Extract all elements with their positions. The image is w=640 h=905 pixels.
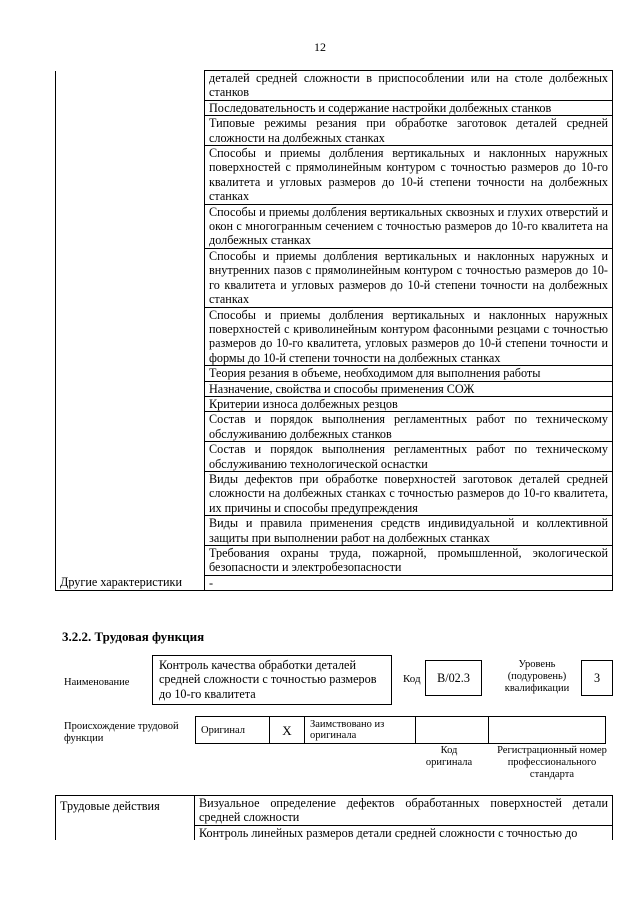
other-characteristics-value: - (205, 575, 613, 590)
table-row (56, 796, 613, 826)
function-name-value: Контроль качества обработки деталей средней сложности с точностью размеров до 10-го квалитета (152, 655, 392, 705)
code-label: Код (403, 673, 421, 685)
knowledge-item: Виды и правила применения средств индивидуальной и коллективной защиты при выполнении работ на долбежных станках (205, 516, 613, 546)
original-code-cell (416, 717, 489, 744)
level-label: Уровень (подуровень) квалификации (504, 659, 570, 694)
page-number: 12 (314, 40, 326, 54)
knowledge-item: Критерии износа долбежных резцов (205, 396, 613, 411)
knowledge-item: Способы и приемы долбления вертикальных сквозных и глухих отверстий и окон с многогранным сечением с точностью размеров до 10-го квалитета на долбежных станках (205, 204, 613, 248)
table-row (196, 717, 606, 744)
knowledge-item: Способы и приемы долбления вертикальных и наклонных наружных и внутренних пазов с прямолинейным контуром с точностью размеров до 10-го квалитета и угловых размеров до 10-й степени точности на долбежных станках (205, 248, 613, 307)
knowledge-item: Типовые режимы резания при обработке заготовок деталей средней сложности на долбежных станках (205, 116, 613, 146)
knowledge-item: Назначение, свойства и способы применения СОЖ (205, 381, 613, 396)
section-title: 3.2.2. Трудовая функция (62, 629, 205, 644)
borrowed-label: Заимствовано из оригинала (305, 717, 416, 744)
table-row (56, 575, 613, 590)
level-value: 3 (581, 660, 613, 696)
knowledge-item: Состав и порядок выполнения регламентных работ по техническому обслуживанию долбежных станков (205, 412, 613, 442)
labor-actions-label: Трудовые действия (56, 796, 195, 841)
reg-number-caption: Регистрационный номер профессионального стандарта (497, 745, 607, 780)
original-label: Оригинал (196, 717, 270, 744)
knowledge-item: Способы и приемы долбления вертикальных и наклонных наружных поверхностей с прямолинейным контуром с точностью размеров до 10-го квалитета и угловых размеров до 10-й степени точности на долбежных станках (205, 146, 613, 205)
origin-label: Происхождение трудовой функции (64, 721, 179, 744)
knowledge-item: Виды дефектов при обработке поверхностей заготовок деталей средней сложности на долбежных станках с точностью размеров до 10-го квалитета, их причины и способы предупреждения (205, 471, 613, 515)
table-row (56, 71, 613, 101)
labor-action-item: Контроль линейных размеров детали средней сложности с точностью до (195, 825, 613, 840)
knowledge-item: Теория резания в объеме, необходимом для выполнения работы (205, 366, 613, 381)
knowledge-label-cell (56, 71, 205, 576)
code-original-caption: Код оригинала (425, 745, 473, 768)
knowledge-item: Последовательность и содержание настройки долбежных станков (205, 100, 613, 115)
origin-table (195, 716, 606, 744)
knowledge-item: Требования охраны труда, пожарной, промышленной, экологической безопасности и электробезопасности (205, 546, 613, 576)
knowledge-item: Состав и порядок выполнения регламентных работ по техническому обслуживанию технологической оснастки (205, 442, 613, 472)
original-mark: X (270, 717, 305, 744)
function-code-value: В/02.3 (425, 660, 482, 696)
reg-number-cell (489, 717, 606, 744)
labor-action-item: Визуальное определение дефектов обработанных поверхностей детали средней сложности (195, 796, 613, 826)
name-label: Наименование (64, 677, 130, 688)
knowledge-item: Способы и приемы долбления вертикальных и наклонных наружных поверхностей с криволинейным контуром фасонными резцами с точностью размеров до 10-го квалитета, угловых размеров до 10-й степени точности и формы до 10-й степени точности на долбежных станках (205, 307, 613, 366)
knowledge-item: деталей средней сложности в приспособлении или на столе долбежных станков (205, 71, 613, 101)
knowledge-table (55, 70, 613, 591)
labor-actions-table (55, 795, 613, 840)
other-characteristics-label: Другие характеристики (56, 575, 205, 590)
